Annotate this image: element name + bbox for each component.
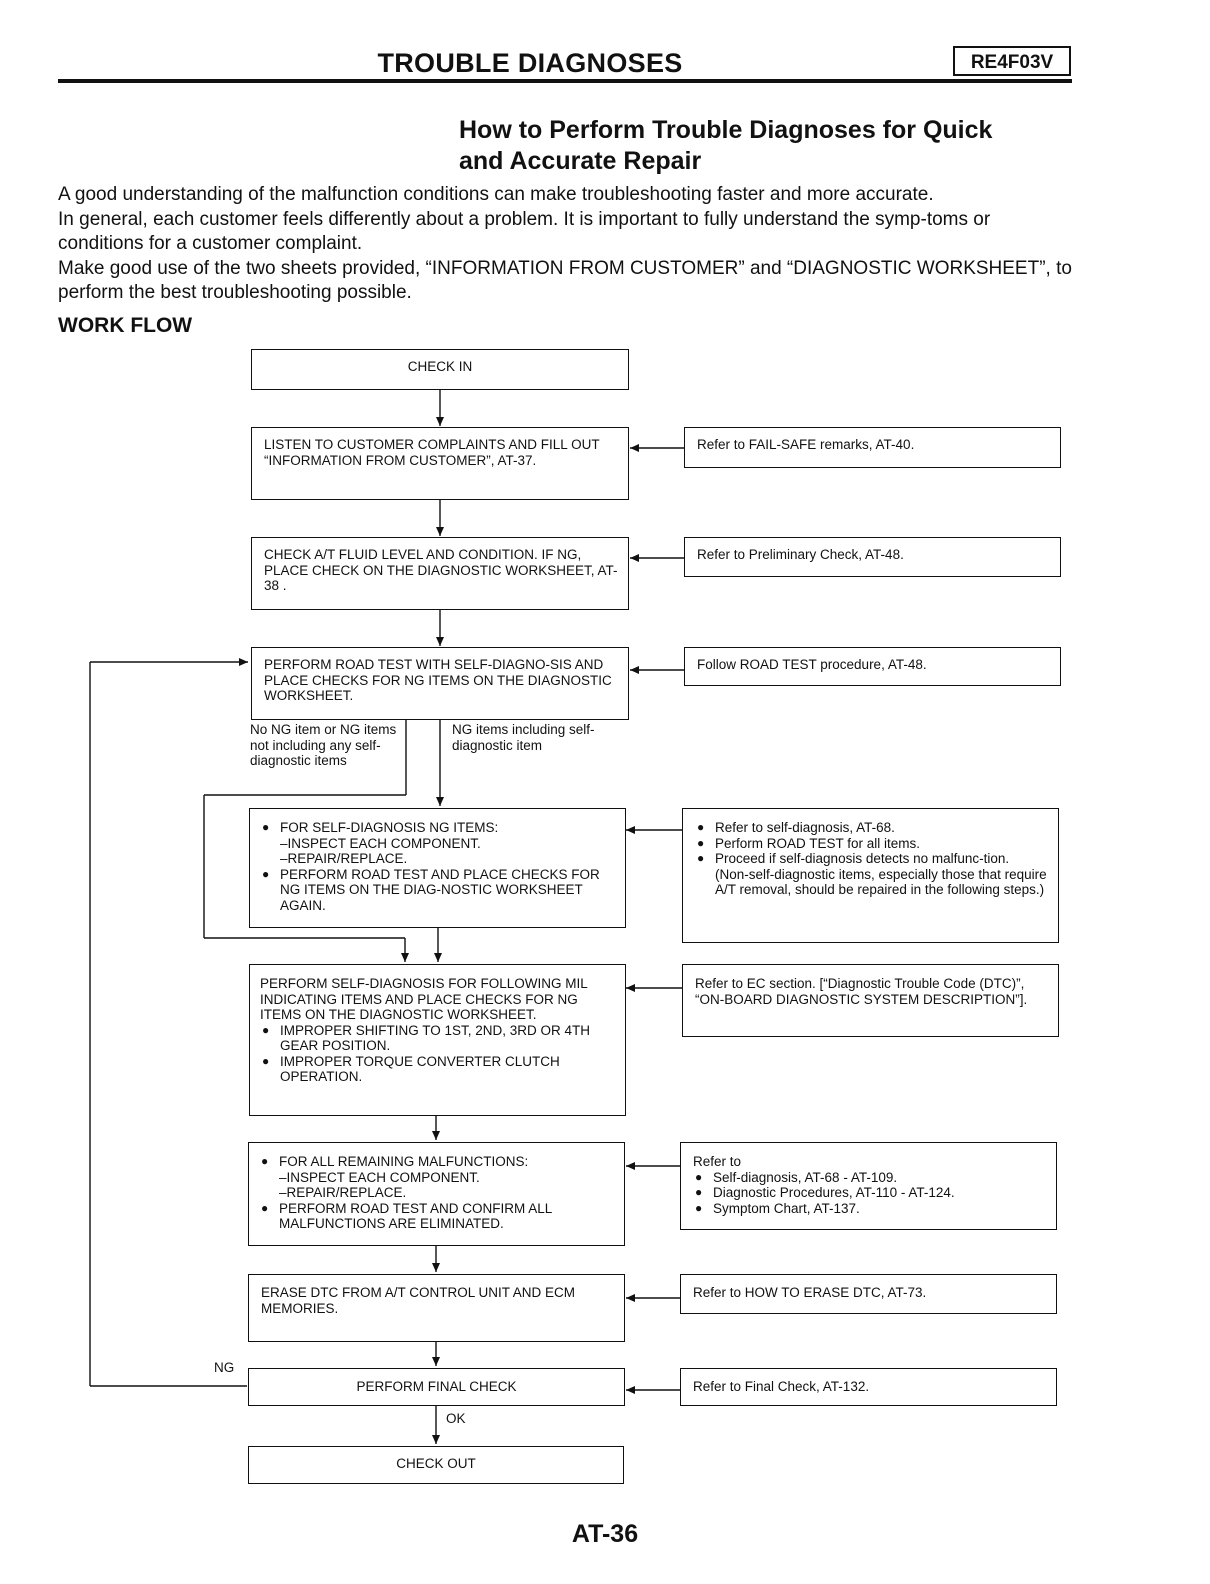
section-title-line2: and Accurate Repair (459, 147, 702, 175)
ref-remaining-box (680, 1142, 1057, 1230)
check-out-box: CHECK OUT (248, 1446, 624, 1484)
intro-paragraph: A good understanding of the malfunction conditions can make troubleshooting faster and more accurate. (58, 184, 934, 205)
check-in-box: CHECK IN (251, 349, 629, 390)
intro-paragraph: In general, each customer feels differently about a problem. It is important to fully understand the symp-toms or conditions for a customer complaint. (58, 208, 991, 254)
section-title-line1: How to Perform Trouble Diagnoses for Quick (459, 116, 993, 144)
list-item: –REPAIR/REPLACE. (280, 851, 408, 866)
intro-paragraph: Make good use of the two sheets provided, “INFORMATION FROM CUSTOMER” and “DIAGNOSTIC WORKSHEET”, to perform the best troubleshooting possible. (58, 257, 1072, 303)
list-item: ● IMPROPER SHIFTING TO 1ST, 2ND, 3RD OR 4TH GEAR POSITION. (260, 1023, 617, 1054)
list-item: (Non-self-diagnostic items, especially those that require A/T removal, should be repaired in the following steps.) (715, 866, 1047, 897)
ref-final-check-box: Refer to Final Check, AT-132. (680, 1368, 1057, 1406)
list-item: ● Perform ROAD TEST for all items. (695, 836, 1050, 852)
list-item: ● Refer to self-diagnosis, AT-68. (695, 820, 1050, 836)
list-item: ● IMPROPER TORQUE CONVERTER CLUTCH OPERATION. (260, 1054, 617, 1085)
ref-road-test-box: Follow ROAD TEST procedure, AT-48. (684, 647, 1061, 686)
list-item: ● Symptom Chart, AT-137. (693, 1201, 1048, 1217)
ref-selfdiag-box (682, 808, 1059, 943)
branch-ng-label: NG items including self-diagnostic item (452, 722, 595, 753)
ok-label: OK (446, 1411, 466, 1426)
ref-fail-safe-box: Refer to FAIL-SAFE remarks, AT-40. (684, 427, 1061, 468)
ref-erase-dtc-box: Refer to HOW TO ERASE DTC, AT-73. (680, 1274, 1057, 1314)
road-test-box: PERFORM ROAD TEST WITH SELF-DIAGNO-SIS AND PLACE CHECKS FOR NG ITEMS ON THE DIAGNOSTIC WORKSHEET. (251, 647, 629, 720)
list-item: ● FOR ALL REMAINING MALFUNCTIONS: (259, 1154, 616, 1170)
ng-label: NG (214, 1360, 235, 1375)
list-item: –INSPECT EACH COMPONENT. (280, 835, 481, 851)
ref-ec-section-box: Refer to EC section. [“Diagnostic Trouble Code (DTC)”, “ON-BOARD DIAGNOSTIC SYSTEM DESCRIPTION”]. (682, 964, 1059, 1037)
erase-dtc-box: ERASE DTC FROM A/T CONTROL UNIT AND ECM MEMORIES. (248, 1274, 625, 1342)
list-item: ● Self-diagnosis, AT-68 - AT-109. (693, 1170, 1048, 1186)
final-check-box: PERFORM FINAL CHECK (248, 1368, 625, 1406)
selfdiag-ng-box (249, 808, 626, 928)
mil-selfdiag-box (249, 964, 626, 1116)
list-item: –INSPECT EACH COMPONENT. (279, 1169, 480, 1185)
model-code-badge: RE4F03V (953, 46, 1071, 76)
list-item: Refer to (693, 1154, 742, 1169)
check-fluid-box: CHECK A/T FLUID LEVEL AND CONDITION. IF NG, PLACE CHECK ON THE DIAGNOSTIC WORKSHEET, AT-38 . (251, 537, 629, 610)
listen-complaints-box: LISTEN TO CUSTOMER COMPLAINTS AND FILL OUT “INFORMATION FROM CUSTOMER”, AT-37. (251, 427, 629, 500)
ref-preliminary-check-box: Refer to Preliminary Check, AT-48. (684, 537, 1061, 577)
remaining-malfunctions-box (248, 1142, 625, 1246)
list-item: PERFORM SELF-DIAGNOSIS FOR FOLLOWING MIL INDICATING ITEMS AND PLACE CHECKS FOR NG ITEMS ON THE DIAGNOSTIC WORKSHEET. (260, 976, 588, 1022)
list-item: ● Diagnostic Procedures, AT-110 - AT-124. (693, 1185, 1048, 1201)
list-item: ● PERFORM ROAD TEST AND CONFIRM ALL MALFUNCTIONS ARE ELIMINATED. (259, 1201, 616, 1232)
branch-no-ng-label: No NG item or NG items not including any self-diagnostic items (250, 722, 397, 768)
page-header-title: TROUBLE DIAGNOSES (377, 48, 683, 78)
list-item: ● FOR SELF-DIAGNOSIS NG ITEMS: (260, 820, 617, 836)
page-number: AT-36 (571, 1520, 639, 1548)
list-item: ● Proceed if self-diagnosis detects no malfunc-tion. (695, 851, 1050, 867)
list-item: –REPAIR/REPLACE. (279, 1185, 407, 1200)
list-item: ● PERFORM ROAD TEST AND PLACE CHECKS FOR NG ITEMS ON THE DIAG-NOSTIC WORKSHEET AGAIN. (260, 867, 617, 914)
work-flow-heading: WORK FLOW (58, 314, 193, 337)
